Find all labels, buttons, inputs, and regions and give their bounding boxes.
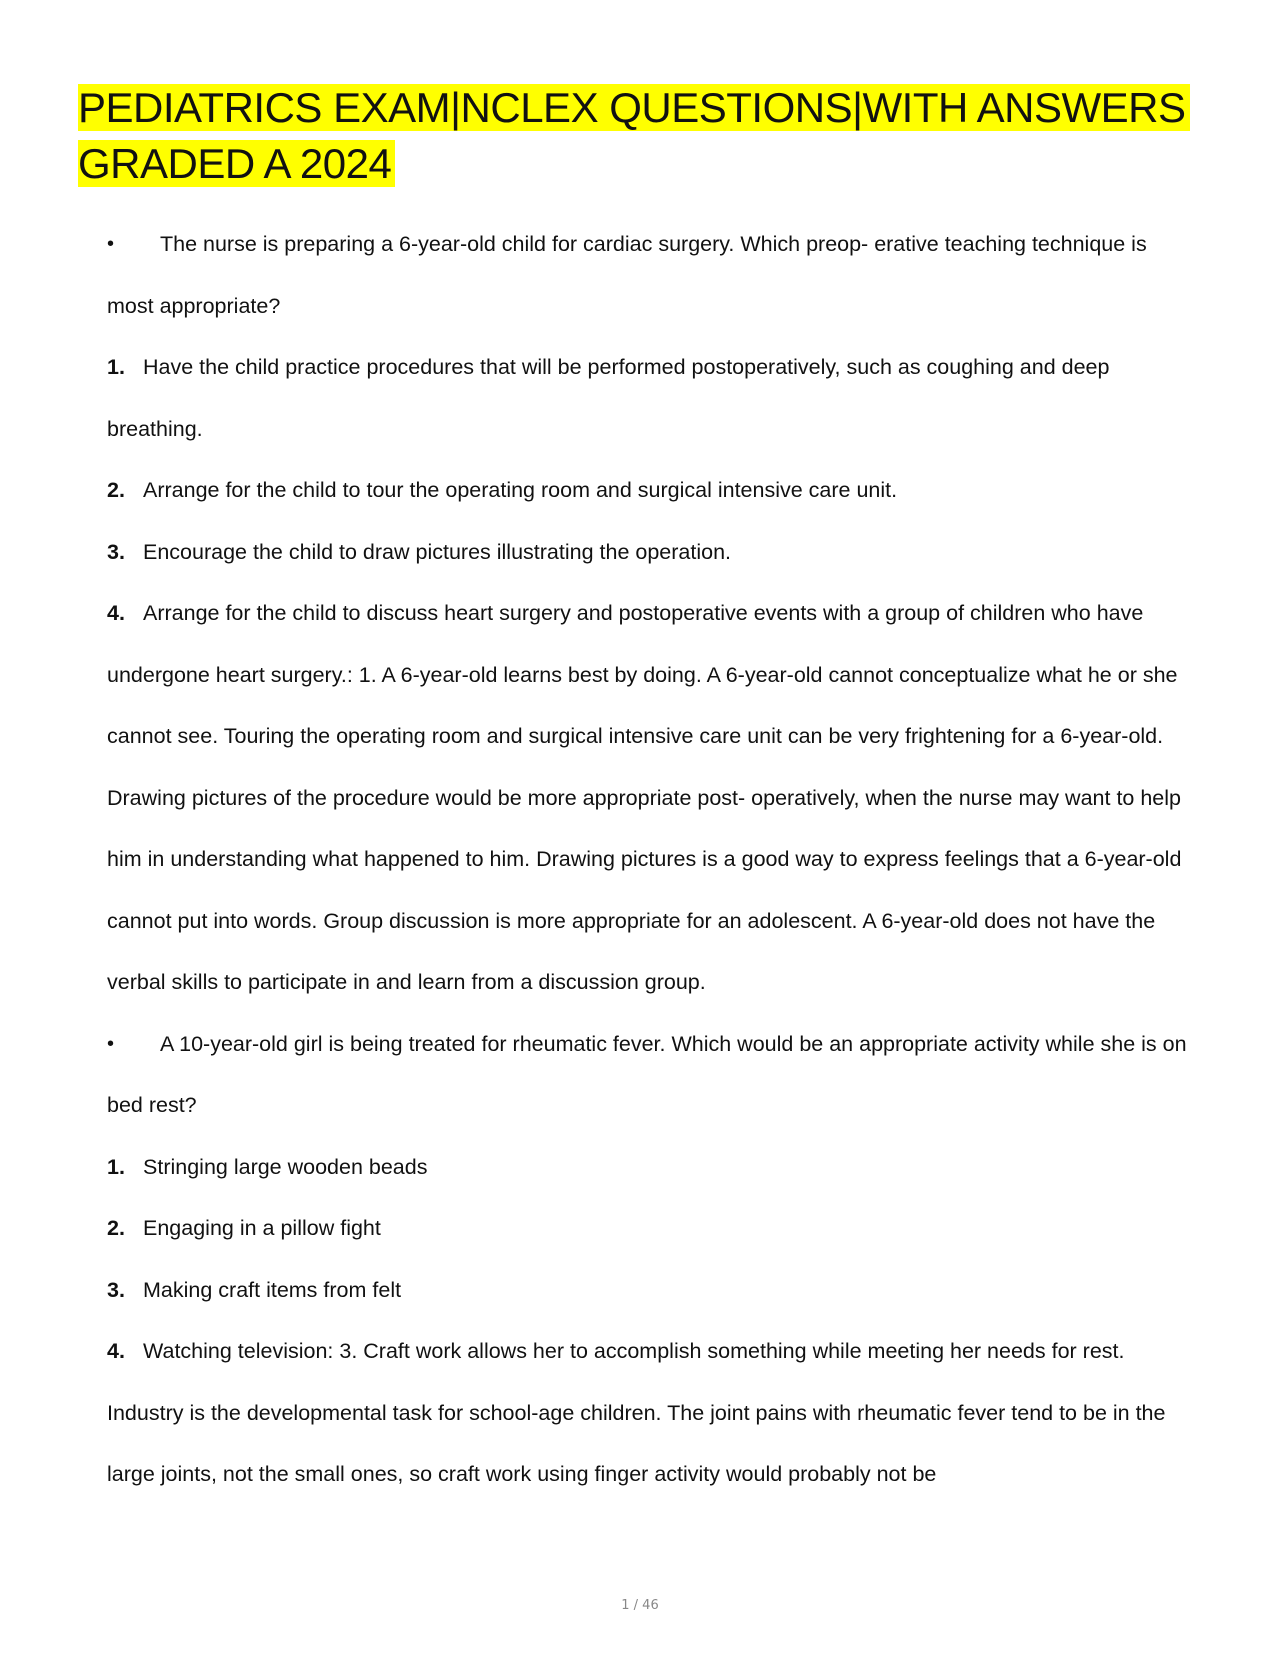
option-text: Watching television: 3. Craft work allows her to accomplish something while meeting her needs for rest. Industry is the developmental task for school-age children. The joint pains with rheumatic fever tend to be in the large joints, not the small ones, so craft work using finger activity would probably not be — [107, 1339, 1166, 1486]
question-stem — [107, 214, 1187, 337]
answer-option — [107, 1198, 1187, 1260]
answer-option — [107, 460, 1187, 522]
option-number: 3. — [107, 1277, 125, 1302]
option-number: 4. — [107, 601, 125, 625]
option-text: Engaging in a pillow fight — [143, 1216, 381, 1240]
answer-option — [107, 522, 1187, 584]
page-indicator: 1 / 46 — [621, 1598, 659, 1613]
option-text: Making craft items from felt — [143, 1277, 402, 1302]
option-text: Arrange for the child to discuss heart surgery and postoperative events with a group of children who have undergone heart surgery.: 1. A 6-year-old learns best by doing. A 6-year-old cannot conceptualize what he or she cannot see. Touring the operating room and surgical intensive care unit can be very frightening for a 6-year-old. Drawing pictures of the procedure would be more appropriate post- operatively, when the nurse may want to help him in understanding what happened to him. Drawing pictures is a good way to express feelings that a 6-year-old cannot put into words. Group discussion is more appropriate for an adolescent. A 6-year-old does not have the verbal skills to participate in and learn from a discussion group. — [107, 601, 1182, 994]
answer-option — [107, 583, 1187, 1014]
question-stem — [107, 1014, 1187, 1137]
document-body — [107, 214, 1187, 1506]
bullet-icon: • — [107, 1032, 115, 1055]
answer-option — [107, 1321, 1187, 1506]
question-text: A 10-year-old girl is being treated for rheumatic fever. Which would be an appropriate activity while she is on bed rest? — [107, 1031, 1187, 1117]
option-text: Stringing large wooden beads — [143, 1154, 428, 1179]
option-number: 2. — [107, 1216, 125, 1240]
option-number: 4. — [107, 1339, 125, 1363]
option-text: Have the child practice procedures that will be performed postoperatively, such as coughing and deep breathing. — [107, 355, 1110, 441]
option-number: 1. — [107, 355, 125, 379]
answer-option — [107, 337, 1187, 460]
answer-option — [107, 1260, 1187, 1322]
answer-option — [107, 1137, 1187, 1199]
question-text: The nurse is preparing a 6-year-old child for cardiac surgery. Which preop- erative teaching technique is most appropriate? — [107, 232, 1147, 318]
option-number: 3. — [107, 539, 125, 564]
title-highlight: PEDIATRICS EXAM|NCLEX QUESTIONS|WITH ANSWERS GRADED A 2024 — [78, 84, 1190, 187]
option-text: Encourage the child to draw pictures illustrating the operation. — [143, 539, 732, 564]
option-number: 2. — [107, 478, 125, 502]
bullet-icon: • — [107, 233, 115, 255]
option-text: Arrange for the child to tour the operating room and surgical intensive care unit. — [143, 478, 898, 502]
option-number: 1. — [107, 1154, 125, 1179]
document-title — [78, 80, 1208, 192]
